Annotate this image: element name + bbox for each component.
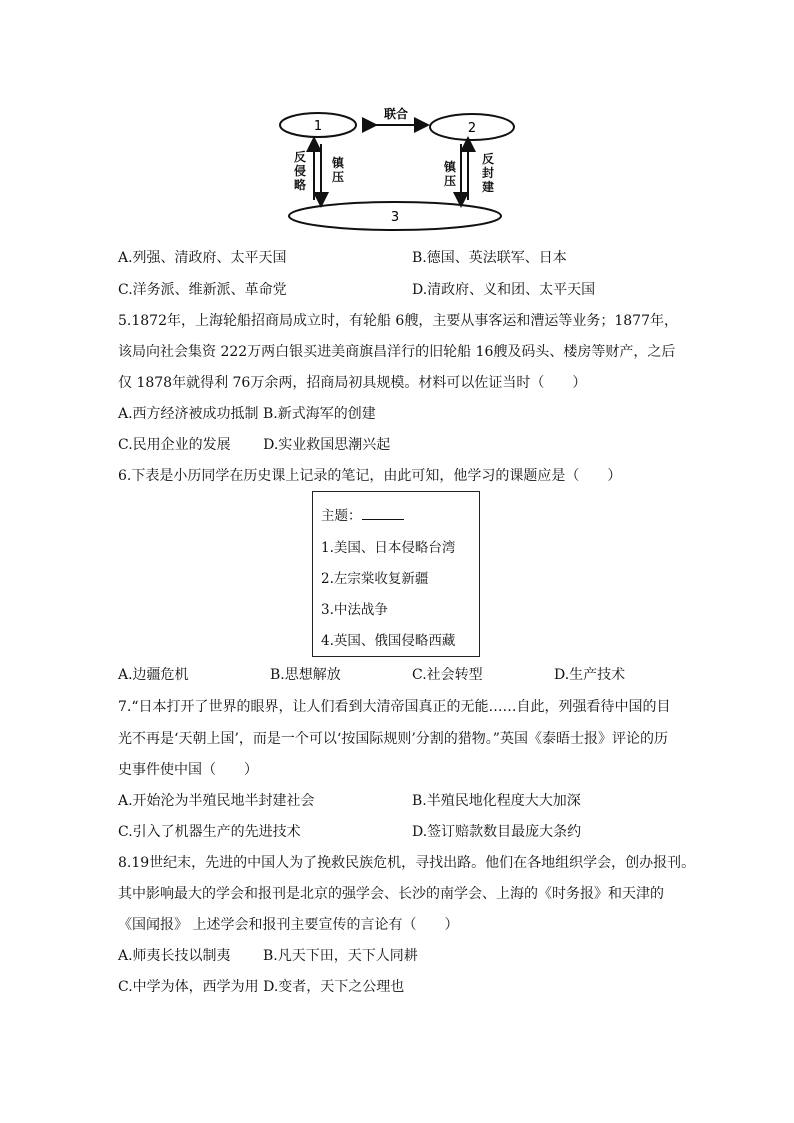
q6-option-c: C.社会转型 [412,667,483,683]
notes-title: 主题： [321,504,404,524]
node-1-label: 1 [313,119,323,134]
q7-option-b: B.半殖民地化程度大大加深 [412,793,581,809]
q7-option-c: C.引入了机器生产的先进技术 [118,824,301,840]
q6-option-a: A.边疆危机 [118,667,189,683]
q8-stem-line2: 其中影响最大的学会和报刊是北京的强学会、长沙的南学会、上海的《时务报》和天津的 [118,886,664,902]
q4-option-d: D.清政府、义和团、太平天国 [412,282,596,298]
notes-item: 2.左宗棠收复新疆 [321,571,429,587]
node-2 [430,114,514,140]
left-outer-label: 反侵略 [294,150,307,192]
alliance-label: 联合 [383,107,409,121]
q5-stem-line1: 5.1872年，上海轮船招商局成立时，有轮船 6艘，主要从事客运和漕运等业务；1877年， [118,313,678,329]
notes-item: 1.美国、日本侵略台湾 [321,540,456,556]
q8-stem-line1: 8.19世纪末，先进的中国人为了挽救民族危机，寻找出路。他们在各地组织学会，创办报刊。 [118,855,696,871]
node-3-label: 3 [390,210,400,225]
q4-option-a: A.列强、清政府、太平天国 [118,250,287,266]
q6-option-b: B.思想解放 [270,667,341,683]
q7-stem-line2: 光不再是‘天朝上国’，而是一个可以‘按国际规则’分割的猎物。”英国《泰晤士报》评论的历 [118,731,668,747]
q8-options-cd: C.中学为体，西学为用 D.变者，天下之公理也 [118,979,405,995]
node-2-label: 2 [467,121,477,136]
q5-options-cd: C.民用企业的发展 D.实业救国思潮兴起 [118,437,391,453]
q7-stem-line3: 史事件使中国（ ） [118,762,258,778]
node-1 [280,113,356,137]
q4-option-b: B.德国、英法联军、日本 [412,250,567,266]
notes-item: 4.英国、俄国侵略西藏 [321,633,456,649]
q5-stem-line3: 仅 1878年就得利 76万余两，招商局初具规模。材料可以佐证当时（ ） [118,375,587,391]
q5-stem-line2: 该局向社会集资 222万两白银买进美商旗昌洋行的旧轮船 16艘及码头、楼房等财产，之后 [118,344,676,360]
q7-option-d: D.签订赔款数目最庞大条约 [412,824,582,840]
left-inner-label: 镇压 [332,156,345,184]
notes-item: 3.中法战争 [321,602,388,618]
q5-options-ab: A.西方经济被成功抵制 B.新式海军的创建 [118,406,376,422]
q8-options-ab: A.师夷长技以制夷 B.凡天下田，天下人同耕 [118,948,418,964]
q4-option-c: C.洋务派、维新派、革命党 [118,282,287,298]
right-outer-label: 反封建 [482,152,495,194]
q6-option-d: D.生产技术 [554,667,626,683]
relationship-diagram [270,98,530,238]
q7-option-a: A.开始沦为半殖民地半封建社会 [118,793,315,809]
notes-box [312,491,480,657]
q6-stem: 6.下表是小历同学在历史课上记录的笔记，由此可知，他学习的课题应是（ ） [118,468,622,484]
q8-stem-line3: 《国闻报》 上述学会和报刊主要宣传的言论有（ ） [118,917,459,933]
topic-blank [362,505,404,520]
right-inner-label: 镇压 [444,160,457,188]
node-3 [289,202,501,230]
q7-stem-line1: 7.“日本打开了世界的眼界，让人们看到大清帝国真正的无能……自此，列强看待中国的目 [118,699,671,715]
